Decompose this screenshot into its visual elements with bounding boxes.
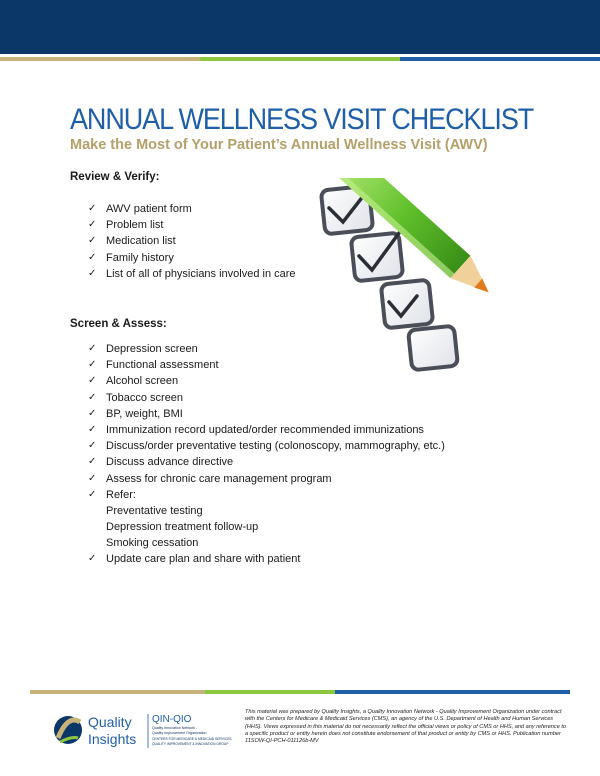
item-label: Functional assessment [106,359,219,372]
logo-mark-icon [54,716,82,744]
disclaimer-text: This material was prepared by Quality Insights, a Quality Innovation Network - Quality Improvement Organization under contract with the Centers for Medicare & Medicaid Services (CMS), an agency of the U.S. Department of Health and Human Services (HHS). Views expressed in this material do not necessarily reflect the official views or policy of CMS or HHS, and any reference to a specific product or entity herein does not constitute endorsement of that product or entity by CMS or HHS. Publication number 11SOW-QI-PCH-011126b-MV [245,709,567,745]
checkmark-icon: ✓ [88,488,97,500]
checkmark-icon: ✓ [88,407,97,419]
stripe-blue [335,690,570,694]
item-label: Refer: [106,488,136,501]
checkmark-icon: ✓ [88,235,97,247]
checklist-item [88,250,296,266]
item-label: AWV patient form [106,203,192,215]
item-label: Depression treatment follow-up [106,521,259,534]
logo-text-quality: Quality [88,714,132,730]
item-label: Medication list [106,235,176,248]
quality-insights-logo [50,708,240,752]
checklist-item [88,551,445,567]
item-label: Preventative testing [106,504,203,517]
page-title: ANNUAL WELLNESS VISIT CHECKLIST [70,103,534,136]
item-label: Discuss/order preventative testing (colonoscopy, mammography, etc.) [106,440,445,453]
stripe-green [205,690,335,694]
checkmark-icon: ✓ [88,251,97,263]
item-label: List of all of physicians involved in care [106,267,296,280]
checkmark-icon: ✓ [88,472,97,484]
logo-text-sub1: Quality Innovation Network - [152,726,198,730]
checklist-item [88,373,445,389]
stripe-gold [30,690,205,694]
checkmark-icon: ✓ [88,219,97,231]
refer-list-item [88,519,445,535]
refer-list-item [88,535,445,551]
stripe-blue [400,57,600,61]
item-label: BP, weight, BMI [106,407,183,420]
item-label: Discuss advance directive [106,456,234,469]
page-subtitle: Make the Most of Your Patient’s Annual Wellness Visit (AWV) [70,137,488,153]
checkmark-icon: ✓ [88,343,97,354]
checkmark-icon: ✓ [88,267,97,279]
stripe-gold [0,57,200,61]
screen-heading: Screen & Assess: [70,318,167,330]
checklist-item [88,406,445,422]
top-banner [0,0,600,54]
checkmark-icon: ✓ [88,440,97,452]
logo-text-qin-qio: QIN-QIO [152,714,192,725]
item-label: Update care plan and share with patient [106,553,301,566]
checkmark-icon: ✓ [88,391,97,403]
checklist-item [88,233,296,249]
checklist-item [88,487,445,503]
item-label: Alcohol screen [106,375,179,388]
logo-text-sub3: CENTERS FOR MEDICARE & MEDICAID SERVICES [152,737,232,741]
review-heading: Review & Verify: [70,171,160,183]
item-label: Tobacco screen [106,391,184,404]
checkmark-icon: ✓ [88,359,97,371]
checklist-item [88,422,445,438]
logo-text-sub4: QUALITY IMPROVEMENT & INNOVATION GROUP [152,742,229,746]
screen-list [88,341,445,568]
checkmark-icon: ✓ [88,203,97,214]
stripe-green [200,57,400,61]
refer-list-item [88,503,445,519]
checklist-item [88,454,445,470]
checkmark-icon: ✓ [88,375,97,387]
checklist-pencil-illustration [305,178,555,373]
item-label: Smoking cessation [106,537,199,550]
checklist-item [88,266,296,282]
logo-text-insights: Insights [88,731,137,747]
checklist-item [88,201,296,217]
item-label: Immunization record updated/order recommended immunizations [106,423,424,436]
checklist-item [88,438,445,454]
checklist-item [88,471,445,487]
checkmark-icon: ✓ [88,553,97,565]
review-list [88,201,296,282]
checkmark-icon: ✓ [88,423,97,435]
logo-text-sub2: Quality Improvement Organization [152,731,207,735]
checklist-item [88,217,296,233]
checkmark-icon: ✓ [88,456,97,468]
item-label: Problem list [106,219,164,232]
item-label: Family history [106,251,174,264]
checklist-item [88,390,445,406]
item-label: Depression screen [106,343,198,355]
item-label: Assess for chronic care management program [106,472,332,485]
